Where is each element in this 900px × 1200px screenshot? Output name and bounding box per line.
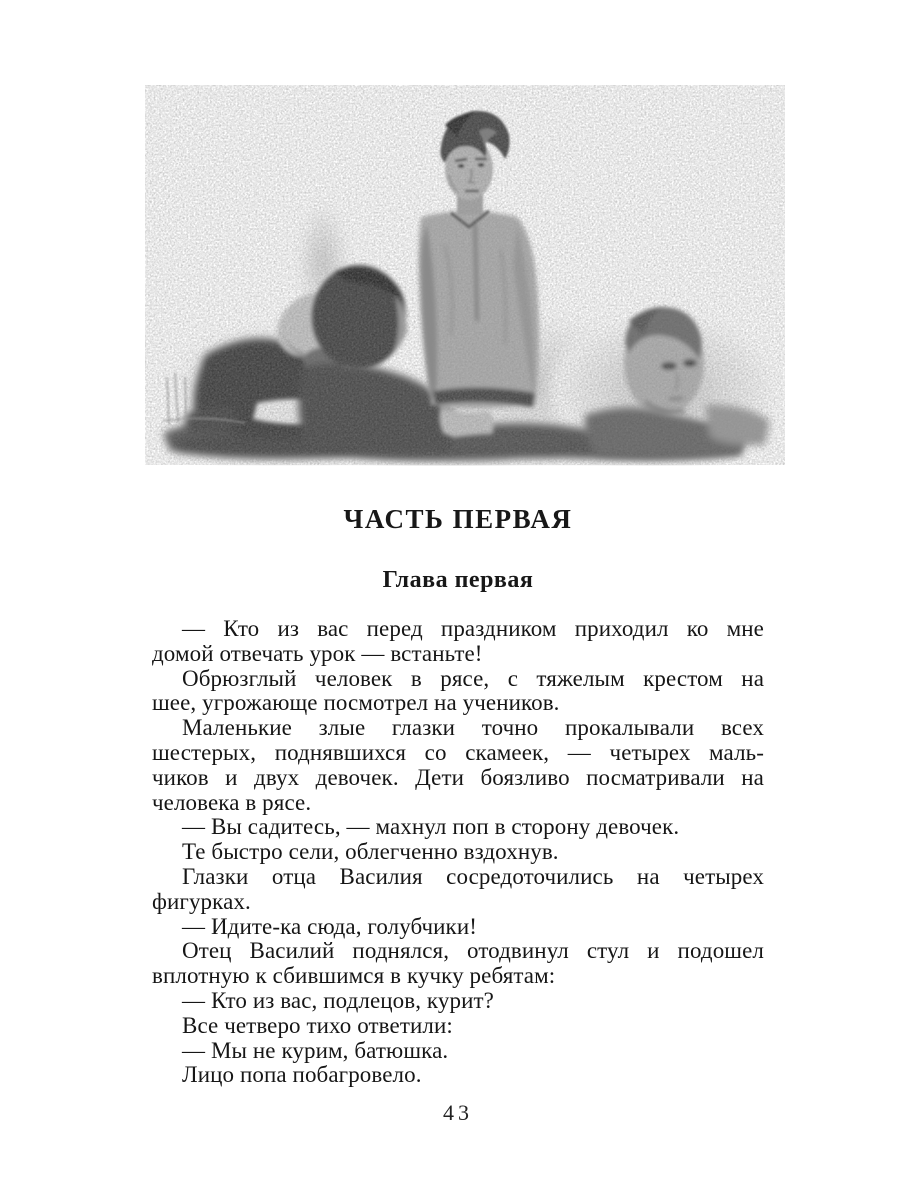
text-line: Маленькие злые глазки точно прокалывали всех — [182, 715, 764, 741]
text-line: человека в рясе. — [152, 789, 312, 815]
illustration-classroom-scene — [145, 84, 785, 466]
text-line: чиков и двух девочек. Дети боязливо посматривали на — [152, 764, 764, 790]
part-title: ЧАСТЬ ПЕРВАЯ — [343, 504, 573, 534]
text-line: домой отвечать урок — встаньте! — [152, 640, 483, 666]
body-text — [152, 617, 764, 1088]
text-line: вплотную к сбившимся в кучку ребятам: — [152, 963, 556, 989]
text-line: Отец Василий поднялся, отодвинул стул и подошел — [182, 938, 764, 964]
text-line: Лицо попа побагровело. — [182, 1062, 422, 1088]
text-line: фигурках. — [152, 888, 251, 914]
text-line: — Кто из вас, подлецов, курит? — [182, 987, 494, 1013]
text-line: — Идите-ка сюда, голубчики! — [182, 913, 477, 939]
text-line: шестерых, поднявшихся со скамеек, — четырех маль- — [152, 739, 764, 765]
text-line: Те быстро сели, облегченно вздохнув. — [182, 839, 559, 865]
text-line: Глазки отца Василия сосредоточились на четырех — [182, 863, 764, 889]
text-line: Обрюзглый человек в рясе, с тяжелым крестом на — [182, 665, 764, 691]
text-line: — Мы не курим, батюшка. — [182, 1037, 449, 1063]
classroom-drawing-image — [145, 84, 785, 466]
text-line: Все четверо тихо ответили: — [182, 1012, 453, 1038]
text-line: — Вы садитесь, — махнул поп в сторону девочек. — [182, 814, 680, 840]
chapter-title: Глава первая — [382, 567, 534, 593]
text-line: — Кто из вас перед праздником приходил ко мне — [182, 616, 764, 641]
text-line: шее, угрожающе посмотрел на учеников. — [152, 690, 560, 716]
page-number: 43 — [443, 1100, 473, 1125]
